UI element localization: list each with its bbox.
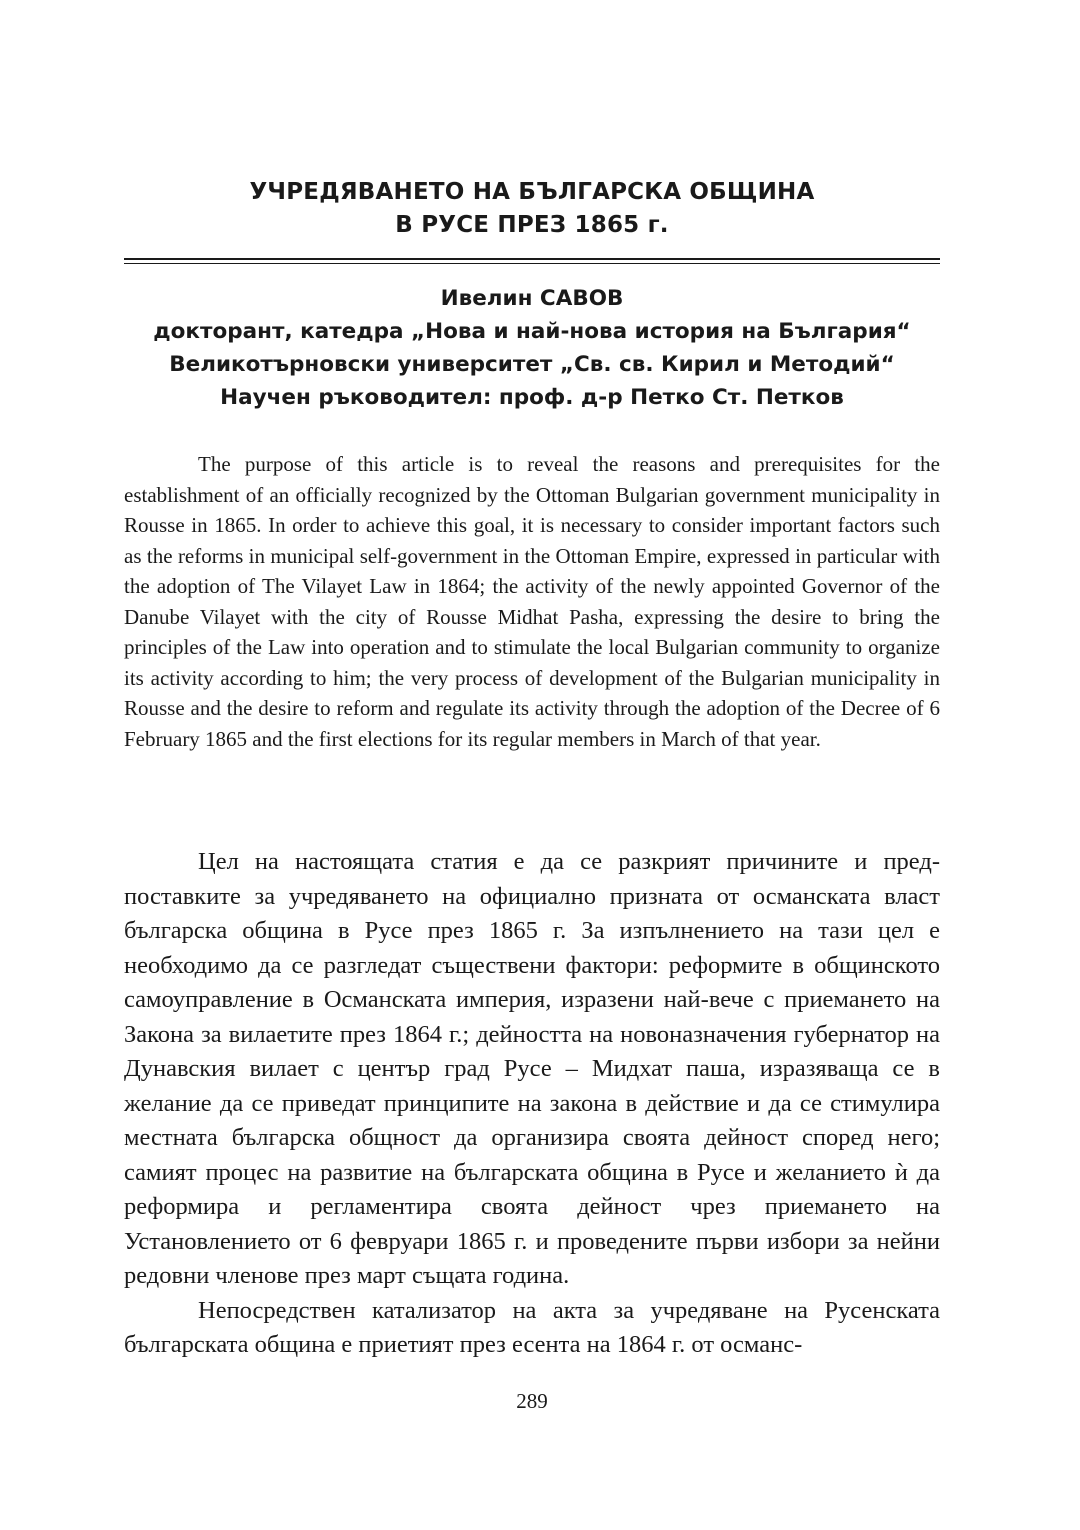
body-text [124,845,940,1363]
page-number: 289 [516,1389,548,1413]
author-block [124,282,940,414]
body-paragraph-1: Цел на настоящата статия е да се разкрият причините и предпоставките за учредяването на официално призната от османската власт българска община в Русе през 1865 г. За изпълнението на тази цел е необходимо да се разгледат съществени фактори: реформите в общинското самоуправление в Османската империя, изразени най-вече с приемането на Закона за вилаетите през 1864 г.; дейността на новоназначения губернатор на Дунавския вилает с център град Русе – Мидхат паша, изразяваща се в желание да се приведат принципите на закона в действие и да се стимулира местната българска общност да организира своята дейност според него; самият процес на развитие на българската община в Русе и желанието ѝ да реформира и регламентира своята дейност чрез приемането на Установлението от 6 февруари 1865 г. и проведените първи избори за нейни редовни членове през март същата година. [124,848,940,1289]
author-university: Великотърновски университет „Св. св. Кирил и Методий“ [169,352,895,377]
author-name: Ивелин САВОВ [440,286,624,311]
title-line-1: УЧРЕДЯВАНЕТО НА БЪЛГАРСКА ОБЩИНА [249,179,815,205]
title-divider [124,258,940,264]
paper-page [124,0,940,1530]
author-supervisor: Научен ръководител: проф. д-р Петко Ст. Петков [220,385,844,410]
article-title [124,176,940,242]
title-line-2: В РУСЕ ПРЕЗ 1865 г. [395,212,669,238]
body-paragraph-2: Непосредствен катализатор на акта за учредяване на Русенската българската община е приетият през есента на 1864 г. от османс- [124,1296,940,1358]
author-position: докторант, катедра „Нова и най-нова история на България“ [153,319,911,344]
abstract-paragraph: The purpose of this article is to reveal the reasons and prerequisites for the establishment of an officially recognized by the Ottoman Bulgarian government municipality in Rousse in 1865. In order to achieve this goal, it is necessary to consider important factors such as the reforms in municipal self-government in the Ottoman Empire, expressed in particular with the adoption of The Vilayet Law in 1864; the activity of the newly appointed Governor of the Danube Vilayet with the city of Rousse Midhat Pasha, expressing the desire to bring the principles of the Law into operation and to stimulate the local Bulgarian community to organize its activity according to him; the very process of development of the Bulgarian municipality in Rousse and the desire to reform and regulate its activity through the adoption of the Decree of 6 February 1865 and the first elections for its regular members in March of that year. [124,452,940,751]
